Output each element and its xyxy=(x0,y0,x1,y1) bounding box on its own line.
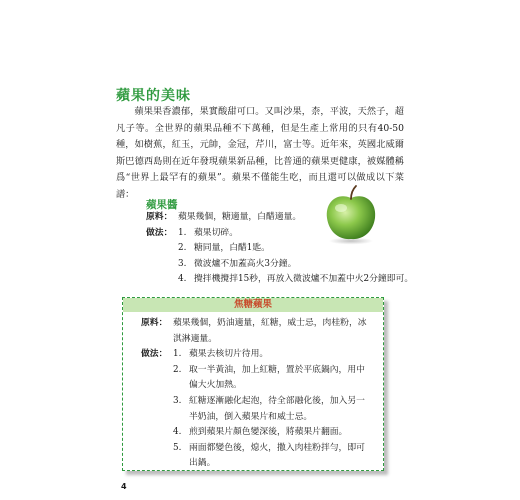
recipe1-ingredients: 蘋果幾個，糖適量，白醋適量。 xyxy=(178,212,302,222)
step-text: 兩面都變色後，熄火，撒入肉桂粉拌勻，即可出鍋。 xyxy=(189,442,365,469)
recipe1-body xyxy=(146,210,446,288)
step-text: 蘋果去核切片待用。 xyxy=(189,349,269,360)
step-number: 1. xyxy=(173,349,182,360)
step-number: 4. xyxy=(178,274,187,285)
recipe2-title: 焦糖蘋果 xyxy=(123,298,383,312)
page-number: 4 xyxy=(121,482,127,491)
recipe1-step xyxy=(178,241,446,257)
step-number: 2. xyxy=(178,243,187,254)
recipe2-step xyxy=(173,347,373,363)
step-number: 5. xyxy=(173,442,182,453)
step-text: 煎到蘋果片顏色變深後，將蘋果片翻面。 xyxy=(189,427,348,438)
recipe2-method-label: 做法： xyxy=(141,349,168,360)
recipe1-step xyxy=(178,257,446,273)
recipe1-steps xyxy=(178,226,446,288)
recipe2-step xyxy=(173,441,373,472)
recipe2-step xyxy=(173,363,373,394)
recipe1-step xyxy=(178,272,446,288)
recipe2-box xyxy=(122,297,384,471)
recipe2-body xyxy=(141,316,373,472)
recipe1-step xyxy=(178,226,446,242)
step-text: 糖同量，白醋1匙。 xyxy=(194,243,270,254)
step-text: 取一半黃油，加上紅糖，置於平底鍋內，用中偏大火加熱。 xyxy=(189,364,365,391)
recipe1-method-row xyxy=(146,226,446,288)
step-number: 1. xyxy=(178,227,187,238)
recipe1-ingredients-label: 原料： xyxy=(146,212,173,222)
recipe2-steps xyxy=(173,347,373,472)
step-text: 微波爐不加蓋高火3分鐘。 xyxy=(194,258,297,269)
recipe2-step xyxy=(173,425,373,441)
recipe2-ingredients: 蘋果幾個，奶油適量，紅糖，威士忌，肉桂粉，冰淇淋適量。 xyxy=(173,318,367,344)
recipe1-method-label: 做法： xyxy=(146,227,173,238)
step-number: 3. xyxy=(173,395,182,406)
recipe2-ingredients-row xyxy=(141,316,373,347)
step-text: 紅糖逐漸融化起泡，待全部融化後，加入另一半奶油，倒入蘋果片和威士忌。 xyxy=(189,395,365,422)
intro-paragraph: 蘋果果香濃郁，果實酸甜可口。又叫沙果，柰，平波，天然子，超凡子等。全世界的蘋果品種不下萬種，但是生產上常用的只有40-50種，如樹蕉，紅玉，元帥，金冠，芹川，富士等。近年來，英國北威爾斯巴德西島則在近年發現蘋果新品種，比普通的蘋果更健康，被媒體稱爲“世界上最罕有的蘋果”。蘋果不僅能生吃，而且還可以做成以下菜譜： xyxy=(116,106,404,200)
step-text: 蘋果切碎。 xyxy=(194,227,238,238)
step-number: 4. xyxy=(173,427,182,438)
step-text: 攪拌機攪拌15秒，再放入微波爐不加蓋中火2分鐘即可。 xyxy=(194,274,414,285)
recipe1-title: 蘋果醬 xyxy=(146,199,178,211)
recipe2-step xyxy=(173,394,373,425)
recipe1-ingredients-row xyxy=(146,210,446,226)
step-number: 2. xyxy=(173,364,182,375)
apple-icon xyxy=(320,184,382,246)
step-number: 3. xyxy=(178,258,187,269)
recipe2-ingredients-label: 原料： xyxy=(141,318,168,328)
recipe2-method-row xyxy=(141,347,373,472)
page-title: 蘋果的美味 xyxy=(116,88,191,104)
